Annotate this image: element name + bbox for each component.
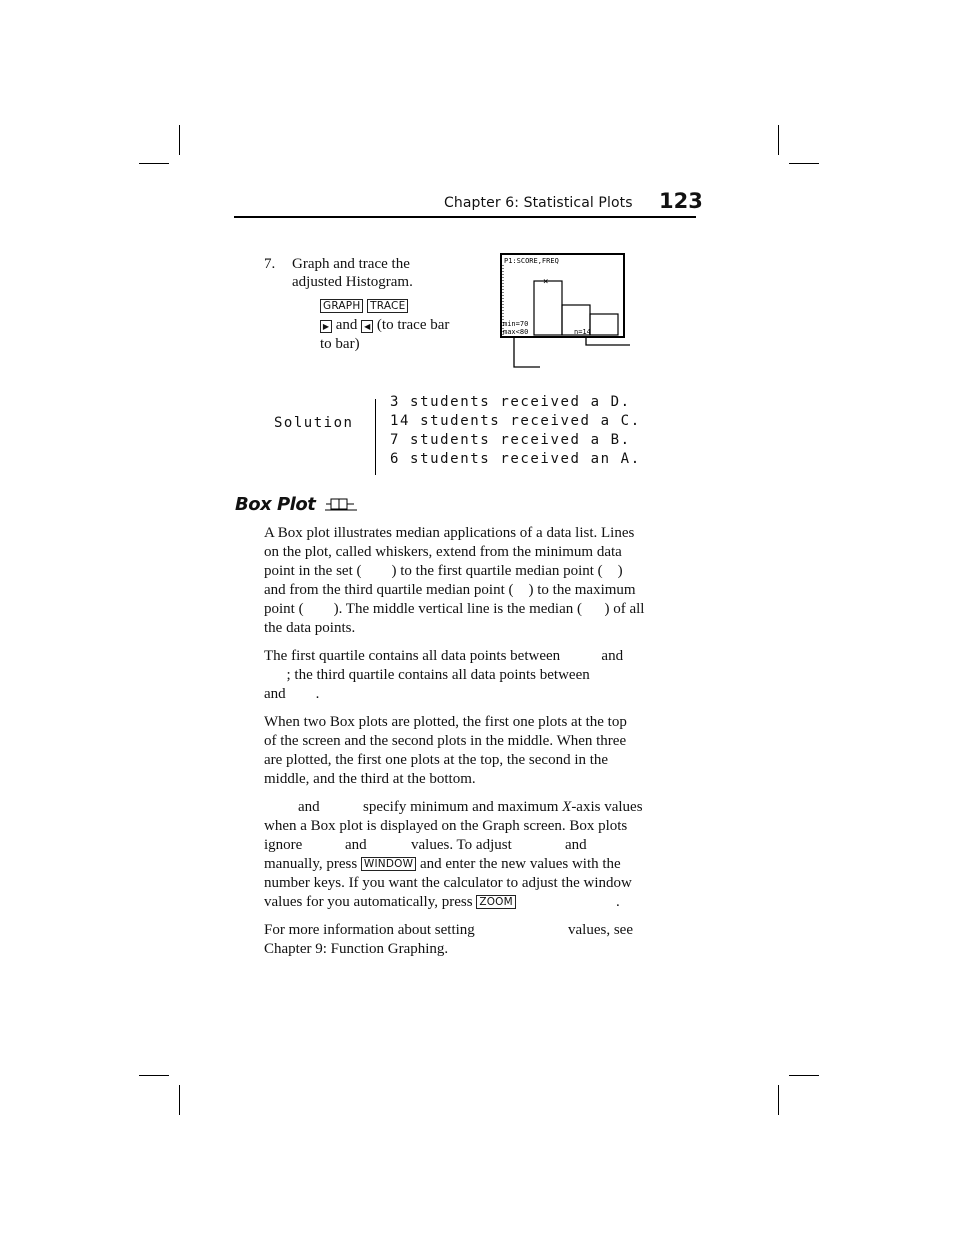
graph-key: GRAPH [320, 299, 363, 313]
step-text-line1: Graph and trace the [292, 256, 410, 272]
solution-divider [375, 399, 376, 475]
solution-line: 6 students received an A. [390, 451, 641, 467]
crop-mark [789, 163, 819, 164]
crop-mark [179, 125, 180, 155]
crop-mark [778, 1085, 779, 1115]
screen-top-label: P1:SCORE,FREQ [504, 257, 559, 265]
and-text: and [335, 317, 358, 333]
text-line: and from the third quartile median point ( ) to the maximum [264, 582, 636, 598]
paragraph-box-plot-intro [264, 524, 704, 638]
zoom-key: ZOOM [476, 895, 516, 909]
p5-line1-a: For more information about setting [264, 922, 475, 938]
text-line: of the screen and the second plots in the middle. When three [264, 733, 627, 749]
callout-line [514, 337, 540, 367]
text-line: the data points. [264, 620, 356, 636]
screen-min-label: min=70 [503, 320, 529, 328]
p4-and-2: and [345, 837, 367, 853]
p4-and-3: and [565, 837, 587, 853]
text-line: point ( ). The middle vertical line is the median ( ) of all [264, 601, 645, 617]
text-fragment: -axis values [571, 799, 643, 815]
header-rule [234, 216, 696, 218]
crop-mark [139, 1075, 169, 1076]
p5-line2: Chapter 9: Function Graphing. [264, 941, 449, 957]
p4-values-to-adjust: values. To adjust [411, 837, 512, 853]
p4-ignore: ignore [264, 837, 303, 853]
callout-line [586, 337, 630, 345]
text-line: and . [264, 686, 320, 702]
text-line: The first quartile contains all data points between and [264, 648, 624, 664]
crop-mark [778, 125, 779, 155]
calculator-screen [500, 253, 632, 371]
right-arrow-key-icon: ▶ [320, 320, 332, 333]
crop-mark [789, 1075, 819, 1076]
box-plot-icon [324, 496, 358, 512]
text-fragment: values for you automatically, press [264, 894, 473, 910]
solution-line: 3 students received a D. [390, 394, 631, 410]
p4-line1-text [363, 798, 643, 817]
p4-and-1: and [298, 799, 320, 815]
screen-n-label: n=14 [574, 328, 591, 336]
trace-text-1: (to trace bar [376, 317, 450, 333]
text-line: middle, and the third at the bottom. [264, 771, 476, 787]
solution-line: 14 students received a C. [390, 413, 641, 429]
text-line: When two Box plots are plotted, the first one plots at the top [264, 714, 627, 730]
screen-max-label: max<80 [503, 328, 529, 336]
step-keys-row [320, 297, 408, 316]
trace-cursor-icon: × [543, 277, 549, 287]
p5-line1-b: values, see [568, 922, 633, 938]
paragraph-multiple-plots [264, 713, 704, 789]
solution-line: 7 students received a B. [390, 432, 631, 448]
p4-line2: when a Box plot is displayed on the Graph screen. Box plots [264, 818, 628, 834]
step-text-line2: adjusted Histogram. [292, 274, 413, 290]
solution-label: Solution [274, 415, 354, 431]
p4-line4 [264, 855, 621, 874]
text-line: ; the third quartile contains all data points between [264, 667, 590, 683]
text-line: point in the set ( ) to the first quartile median point ( ) [264, 563, 623, 579]
text-line: A Box plot illustrates median applications of a data list. Lines [264, 525, 635, 541]
crop-mark [179, 1085, 180, 1115]
p4-period: . [616, 894, 620, 910]
chapter-title: Chapter 6: Statistical Plots [444, 195, 633, 211]
p4-line5: number keys. If you want the calculator to adjust the window [264, 875, 632, 891]
x-axis-italic: X [562, 799, 572, 815]
trace-text-2: to bar) [320, 336, 360, 352]
text-fragment: manually, press [264, 856, 358, 872]
page-number: 123 [659, 189, 703, 213]
text-line: on the plot, called whiskers, extend from the minimum data [264, 544, 622, 560]
section-title: Box Plot [235, 494, 316, 515]
crop-mark [139, 163, 169, 164]
text-fragment: and enter the new values with the [419, 856, 621, 872]
left-arrow-key-icon: ◀ [361, 320, 373, 333]
window-key: WINDOW [361, 857, 416, 871]
p4-line6 [264, 893, 516, 912]
text-fragment: specify minimum and maximum [363, 799, 559, 815]
trace-key: TRACE [367, 299, 408, 313]
paragraph-quartiles [264, 647, 704, 704]
step-arrow-row [320, 316, 449, 335]
step-number: 7. [264, 256, 276, 272]
text-line: are plotted, the first one plots at the top, the second in the [264, 752, 609, 768]
